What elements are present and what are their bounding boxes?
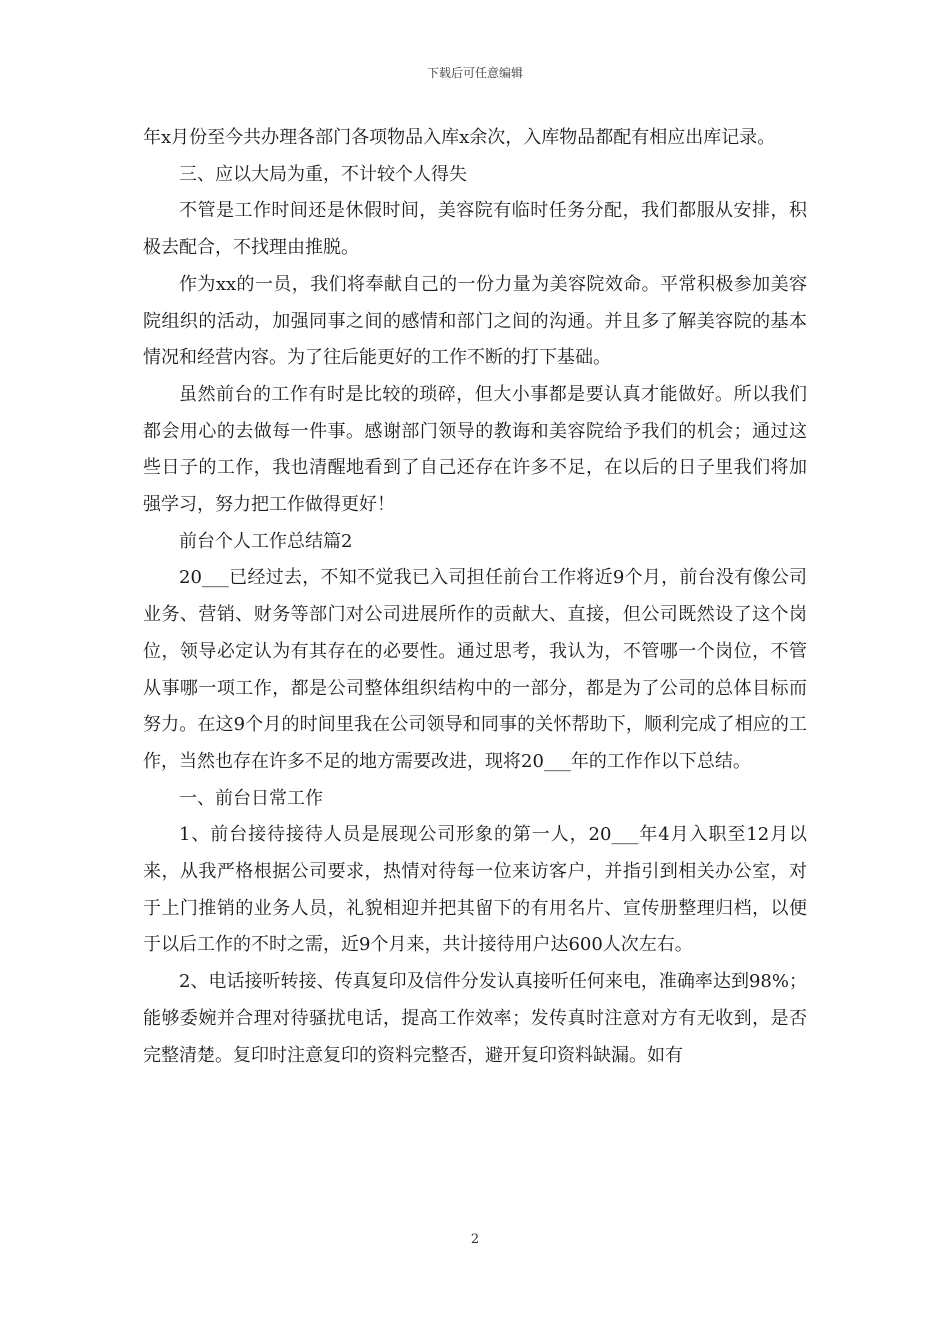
document-body (143, 120, 807, 1074)
body-paragraph: 2、电话接听转接、传真复印及信件分发认真接听任何来电，准确率达到98%；能够委婉并合理对待骚扰电话，提高工作效率；发传真时注意对方有无收到，是否完整清楚。复印时注意复印的资料完整否，避开复印资料缺漏。如有 (143, 971, 807, 1066)
body-paragraph: 20___已经过去，不知不觉我已入司担任前台工作将近9个月，前台没有像公司业务、营销、财务等部门对公司进展所作的贡献大、直接，但公司既然设了这个岗位，领导必定认为有其存在的必要性。通过思考，我认为，不管哪一个岗位，不管从事哪一项工作，都是公司整体组织结构中的一部分，都是为了公司的总体目标而努力。在这9个月的时间里我在公司领导和同事的关怀帮助下，顺利完成了相应的工作，当然也存在许多不足的地方需要改进，现将20___年的工作作以下总结。 (143, 567, 807, 772)
page-header-note: 下载后可任意编辑 (426, 66, 523, 80)
section-heading: 三、应以大局为重，不计较个人得失 (179, 163, 467, 185)
body-paragraph: 作为xx的一员，我们将奉献自己的一份力量为美容院效命。平常积极参加美容院组织的活动，加强同事之间的感情和部门之间的沟通。并且多了解美容院的基本情况和经营内容。为了往后能更好的工作不断的打下基础。 (143, 273, 807, 369)
body-paragraph: 不管是工作时间还是休假时间，美容院有临时任务分配，我们都服从安排，积极去配合，不找理由推脱。 (143, 200, 807, 259)
section-heading: 一、前台日常工作 (179, 787, 323, 809)
page-number: 2 (470, 1232, 480, 1247)
body-paragraph: 1、前台接待接待人员是展现公司形象的第一人，20___年4月入职至12月以来，从我严格根据公司要求，热情对待每一位来访客户，并指引到相关办公室，对于上门推销的业务人员，礼貌相迎并把其留下的有用名片、宣传册整理归档，以便于以后工作的不时之需，近9个月来，共计接待用户达600人次左右。 (143, 824, 807, 956)
body-paragraph: 年x月份至今共办理各部门各项物品入库x余次，入库物品都配有相应出库记录。 (143, 127, 776, 148)
body-paragraph: 虽然前台的工作有时是比较的琐碎，但大小事都是要认真才能做好。所以我们都会用心的去做每一件事。感谢部门领导的教诲和美容院给予我们的机会；通过这些日子的工作，我也清醒地看到了自己还存在许多不足，在以后的日子里我们将加强学习，努力把工作做得更好！ (143, 383, 807, 516)
article-title: 前台个人工作总结篇2 (179, 530, 353, 552)
